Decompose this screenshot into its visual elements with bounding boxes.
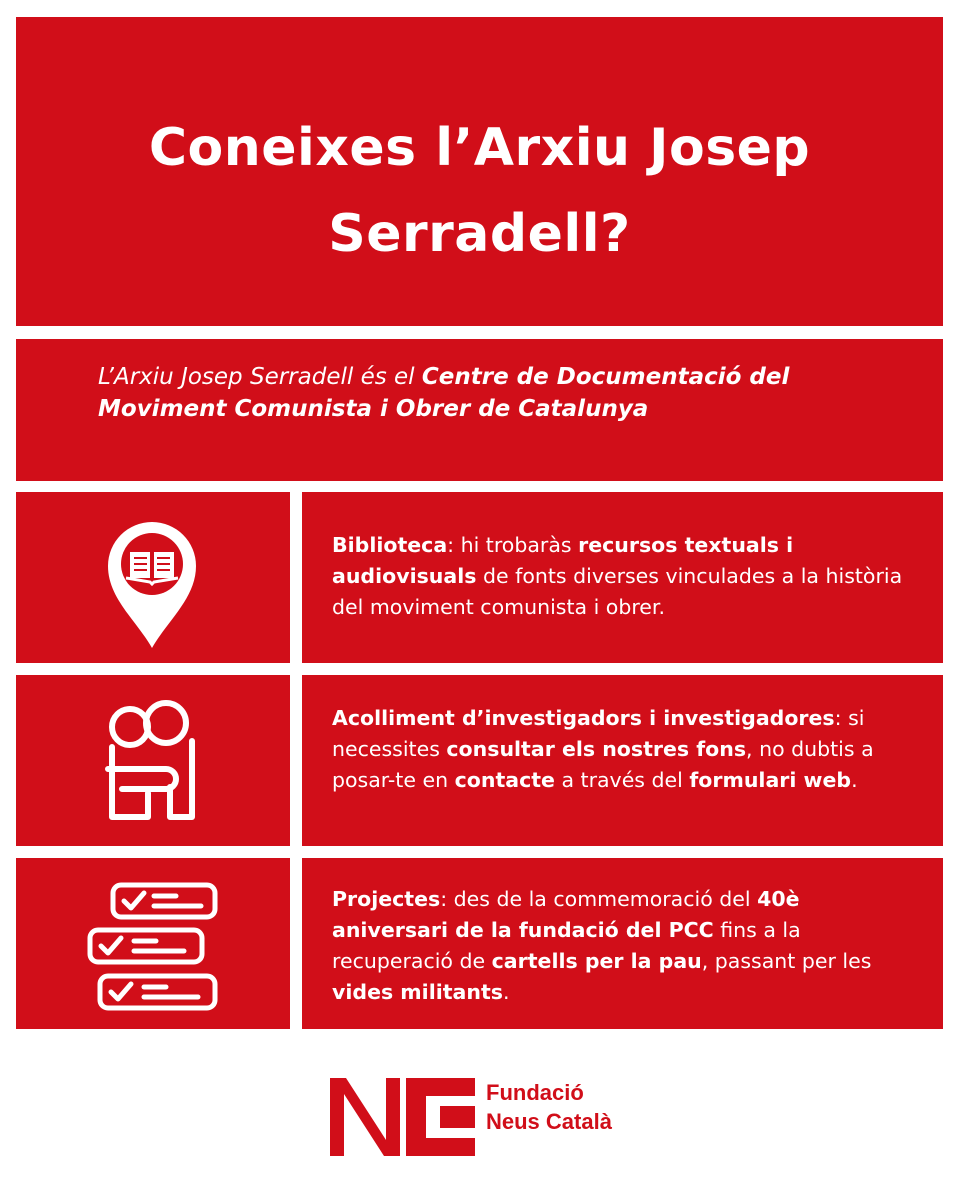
page-title: Coneixes l’Arxiu Josep Serradell? (148, 118, 811, 264)
body-text: : si necessites (332, 706, 865, 761)
body-text: , no dubtis a posar-te en (332, 737, 874, 792)
intro-text-bold: Centre de Documentació del Moviment Comunista i Obrer de Catalunya (98, 364, 790, 422)
intro-text-regular: L’Arxiu Josep Serradell és el (98, 364, 422, 390)
highlight-text: Acolliment d’investigadors i investigadores (332, 706, 835, 730)
title-banner (16, 17, 943, 326)
projectes-icon-panel (16, 858, 290, 1029)
biblioteca-icon-panel (16, 492, 290, 663)
hug-icon (16, 675, 290, 846)
body-text: : hi trobaràs (447, 533, 579, 557)
body-text: . (851, 768, 858, 792)
highlight-text: Projectes (332, 887, 441, 911)
body-text: de fonts diverses vinculades a la història del moviment comunista i obrer. (332, 564, 903, 619)
highlight-text: contacte (454, 768, 555, 792)
acolliment-icon-panel (16, 675, 290, 846)
highlight-text: 40è aniversari de la fundació del PCC (332, 887, 800, 942)
fundacio-logo-icon (330, 1078, 475, 1156)
highlight-text: recursos textuals i audiovisuals (332, 533, 794, 588)
checklist-icon (16, 858, 290, 1029)
acolliment-text-panel (302, 675, 943, 846)
body-text: , passant per les (701, 949, 872, 973)
highlight-text: consultar els nostres fons (446, 737, 747, 761)
projectes-text-panel (302, 858, 943, 1029)
highlight-text: vides militants (332, 980, 503, 1004)
body-text: a través del (554, 768, 690, 792)
intro-text (98, 361, 903, 425)
body-text: fins a la recuperació de (332, 918, 801, 973)
intro-banner (16, 339, 943, 481)
map-pin-book-icon (16, 492, 290, 663)
biblioteca-description (332, 530, 913, 623)
highlight-text: Biblioteca (332, 533, 448, 557)
acolliment-description (332, 703, 913, 796)
foundation-name-line2: Neus Català (486, 1109, 612, 1134)
foundation-name-line1: Fundació (486, 1080, 584, 1105)
body-text: : des de la commemoració del (440, 887, 758, 911)
projectes-description (332, 884, 913, 1008)
body-text: . (502, 980, 510, 1004)
highlight-text: cartells per la pau (491, 949, 702, 973)
biblioteca-text-panel (302, 492, 943, 663)
highlight-text: formulari web (689, 768, 852, 792)
foundation-name (486, 1078, 612, 1136)
